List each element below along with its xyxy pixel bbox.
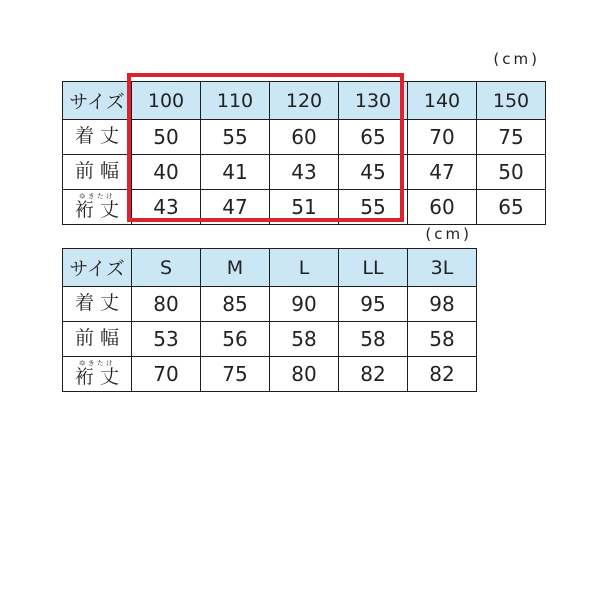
column-header: S (132, 249, 201, 287)
value-cell: 47 (408, 155, 477, 190)
value-cell: 60 (270, 120, 339, 155)
value-cell: 50 (132, 120, 201, 155)
column-header: 120 (270, 82, 339, 120)
value-cell: 65 (477, 190, 546, 225)
row-header (63, 357, 132, 392)
value-cell: 58 (408, 322, 477, 357)
value-cell: 70 (408, 120, 477, 155)
row-label: 裄 丈 (74, 198, 120, 221)
header-row (63, 249, 477, 287)
unit-label-cm-top: (cm) (493, 50, 540, 68)
value-cell: 70 (132, 357, 201, 392)
value-cell: 80 (132, 287, 201, 322)
column-header: LL (339, 249, 408, 287)
column-header: 100 (132, 82, 201, 120)
table-row (63, 357, 477, 392)
value-cell: 82 (408, 357, 477, 392)
unit-label-cm-bottom: (cm) (425, 225, 472, 243)
table-row (63, 190, 546, 225)
value-cell: 53 (132, 322, 201, 357)
value-cell: 85 (201, 287, 270, 322)
value-cell: 40 (132, 155, 201, 190)
adult-size-chart-table (62, 248, 477, 392)
value-cell: 65 (339, 120, 408, 155)
column-header: 3L (408, 249, 477, 287)
row-header (63, 322, 132, 357)
furigana-label: ゆきたけ (79, 359, 115, 368)
size-label-header: サイズ (63, 249, 132, 287)
size-label-header: サイズ (63, 82, 132, 120)
value-cell: 95 (339, 287, 408, 322)
row-header (63, 287, 132, 322)
header-row (63, 82, 546, 120)
row-header (63, 155, 132, 190)
value-cell: 90 (270, 287, 339, 322)
value-cell: 45 (339, 155, 408, 190)
value-cell: 51 (270, 190, 339, 225)
column-header: L (270, 249, 339, 287)
value-cell: 43 (132, 190, 201, 225)
row-label: 裄 丈 (74, 365, 120, 388)
row-header (63, 120, 132, 155)
kids-size-chart-table (62, 81, 546, 225)
row-label: 着 丈 (74, 125, 120, 148)
value-cell: 80 (270, 357, 339, 392)
value-cell: 82 (339, 357, 408, 392)
value-cell: 58 (339, 322, 408, 357)
value-cell: 55 (339, 190, 408, 225)
value-cell: 43 (270, 155, 339, 190)
value-cell: 50 (477, 155, 546, 190)
column-header: 110 (201, 82, 270, 120)
column-header: 130 (339, 82, 408, 120)
value-cell: 75 (201, 357, 270, 392)
table-row (63, 287, 477, 322)
column-header: 150 (477, 82, 546, 120)
column-header: M (201, 249, 270, 287)
row-label: 着 丈 (74, 292, 120, 315)
value-cell: 55 (201, 120, 270, 155)
table-row (63, 120, 546, 155)
value-cell: 47 (201, 190, 270, 225)
furigana-label: ゆきたけ (79, 192, 115, 201)
value-cell: 60 (408, 190, 477, 225)
row-header (63, 190, 132, 225)
table-row (63, 155, 546, 190)
value-cell: 75 (477, 120, 546, 155)
table-row (63, 322, 477, 357)
value-cell: 58 (270, 322, 339, 357)
value-cell: 98 (408, 287, 477, 322)
row-label: 前 幅 (74, 327, 120, 350)
value-cell: 41 (201, 155, 270, 190)
value-cell: 56 (201, 322, 270, 357)
column-header: 140 (408, 82, 477, 120)
row-label: 前 幅 (74, 160, 120, 183)
